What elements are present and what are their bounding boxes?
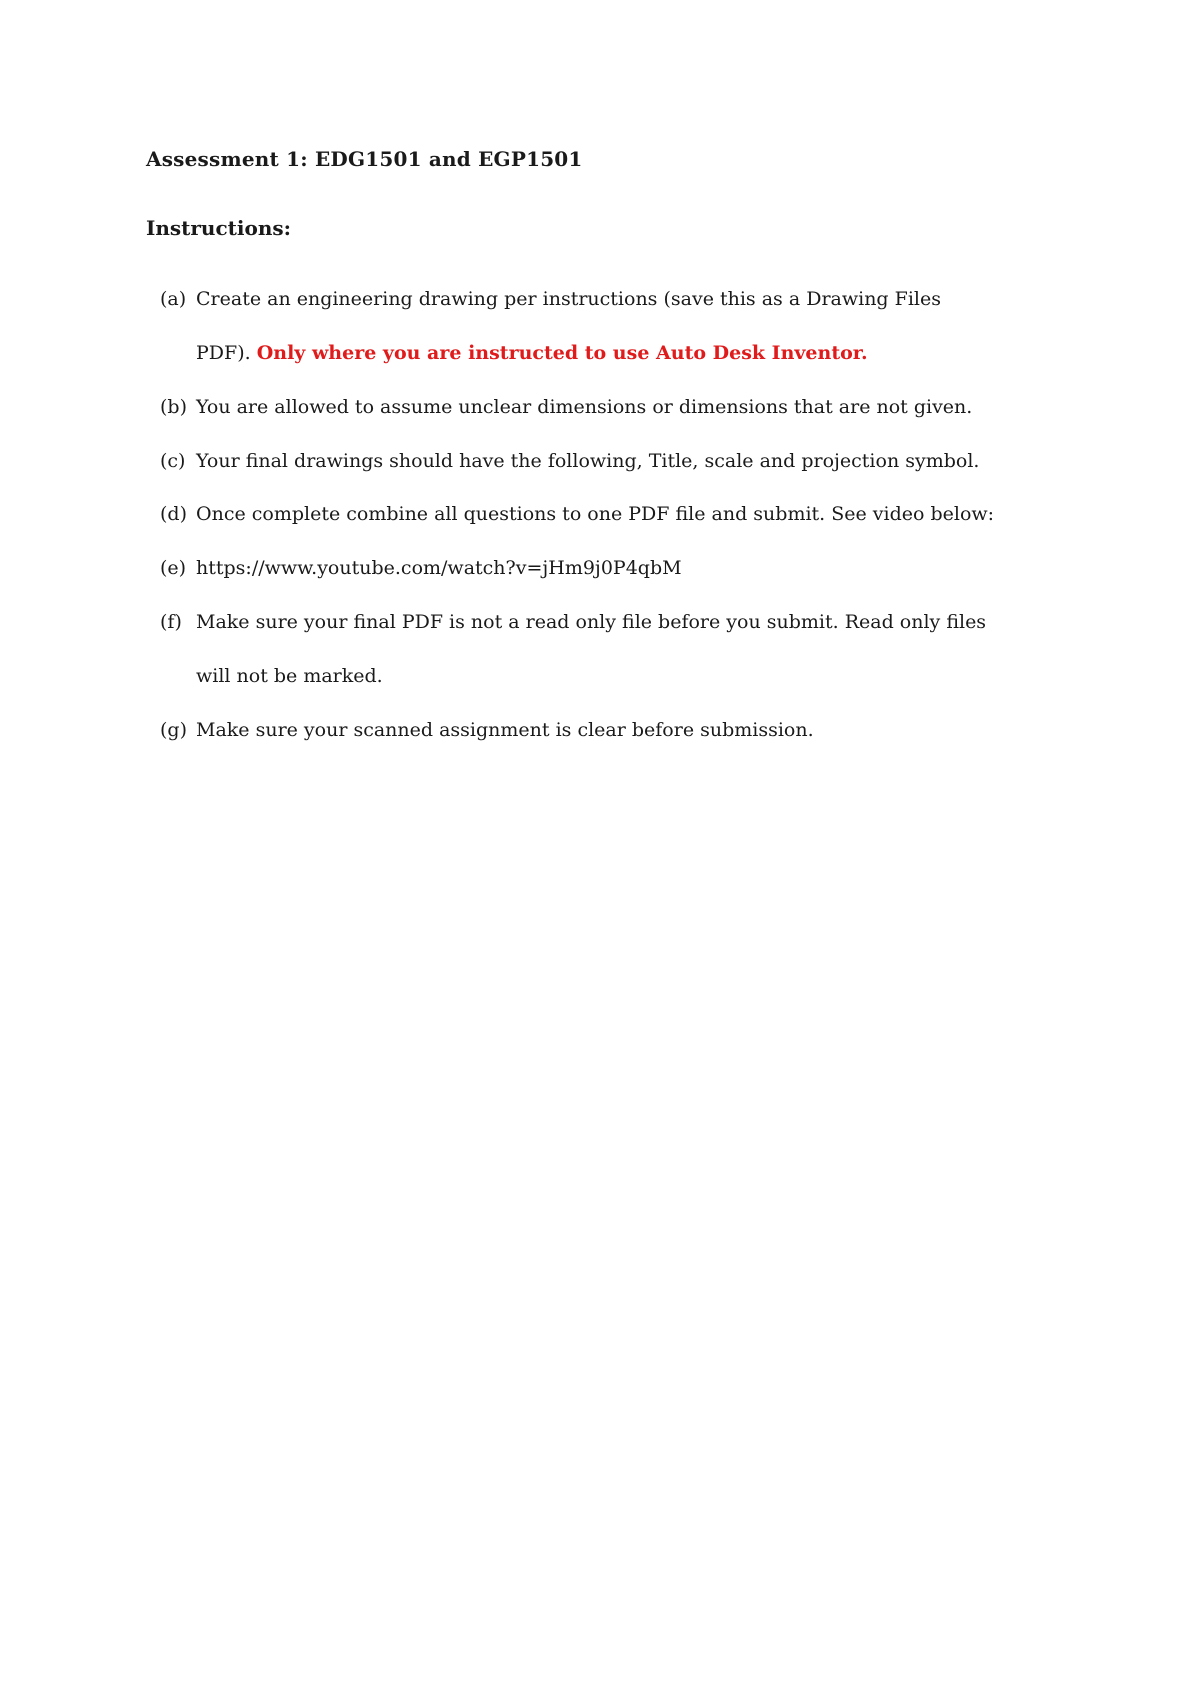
list-item-text: Create an engineering drawing per instructions (save this as a Drawing Files (196, 288, 941, 310)
list-item-text: You are allowed to assume unclear dimensions or dimensions that are not given. (196, 396, 973, 418)
document-title: Assessment 1: EDG1501 and EGP1501 (146, 147, 583, 171)
list-item-b (160, 380, 1080, 434)
list-item-e (160, 541, 1080, 595)
list-item-text: Make sure your final PDF is not a read only file before you submit. Read only files (196, 611, 987, 633)
video-link[interactable]: https://www.youtube.com/watch?v=jHm9j0P4qbM (196, 557, 682, 579)
list-item-d (160, 487, 1080, 541)
list-item-continuation (160, 326, 1080, 380)
list-marker: (e) (160, 557, 187, 579)
list-marker: (f) (160, 611, 182, 633)
list-item-text: Once complete combine all questions to one PDF file and submit. See video below: (196, 503, 995, 525)
instructions-heading: Instructions: (146, 216, 292, 240)
list-item-text: Make sure your scanned assignment is clear before submission. (196, 719, 814, 741)
list-item-continuation: will not be marked. (196, 665, 383, 687)
list-item-c (160, 434, 1080, 488)
list-marker: (b) (160, 396, 187, 418)
emphasis-note: Only where you are instructed to use Auto Desk Inventor. (256, 342, 868, 364)
list-item-text: Your final drawings should have the following, Title, scale and projection symbol. (196, 450, 980, 472)
list-item-f (160, 595, 1080, 703)
list-item-a (160, 272, 1080, 380)
list-item-g (160, 703, 1080, 757)
list-item-text: PDF). (196, 342, 257, 364)
list-marker: (d) (160, 503, 187, 525)
list-marker: (g) (160, 719, 187, 741)
list-marker: (c) (160, 450, 186, 472)
list-marker: (a) (160, 288, 187, 310)
